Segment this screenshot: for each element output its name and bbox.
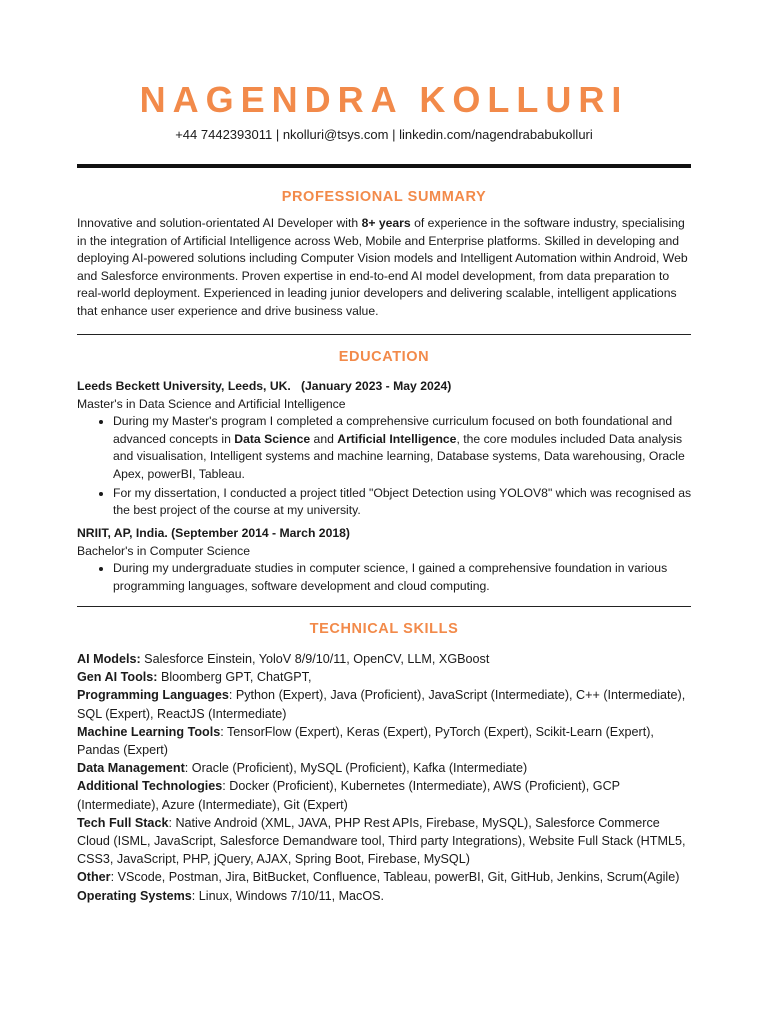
skill-value: : Linux, Windows 7/10/11, MacOS. bbox=[191, 888, 385, 903]
skill-ai-models bbox=[77, 650, 689, 668]
skills-list bbox=[77, 650, 689, 905]
masters-bullets bbox=[77, 413, 699, 520]
skill-label: Tech Full Stack bbox=[77, 815, 169, 830]
skill-label: Machine Learning Tools bbox=[77, 724, 221, 739]
education-entry-bachelors bbox=[77, 525, 699, 595]
bullet-text: , the core modules included Data analysis and visualisation, Intelligent systems and machine learning, Database systems, Data warehousing, Oracle Apex, powerBI, Tableau. bbox=[113, 431, 685, 481]
contact-line: +44 7442393011 | nkolluri@tsys.com | linkedin.com/nagendrababukolluri bbox=[175, 127, 593, 142]
summary-divider bbox=[77, 334, 691, 335]
skill-value: : Oracle (Proficient), MySQL (Proficient), Kafka (Intermediate) bbox=[184, 761, 528, 776]
bullet-bold: Data Science bbox=[234, 431, 311, 446]
skill-label: Operating Systems bbox=[77, 888, 192, 903]
skill-tech-full-stack bbox=[77, 814, 689, 869]
skill-other bbox=[77, 868, 689, 886]
degree-name: Master's in Data Science and Artificial Intelligence bbox=[77, 396, 346, 411]
skill-label: Data Management bbox=[77, 761, 185, 776]
skill-programming-languages bbox=[77, 686, 689, 722]
list-item bbox=[113, 413, 699, 483]
education-divider bbox=[77, 606, 691, 607]
summary-years: 8+ years bbox=[361, 216, 411, 230]
skill-value: Salesforce Einstein, YoloV 8/9/10/11, OpenCV, LLM, XGBoost bbox=[140, 652, 490, 666]
skill-operating-systems bbox=[77, 887, 689, 905]
skill-value: : VScode, Postman, Jira, BitBucket, Confluence, Tableau, powerBI, Git, GitHub, Jenkins, Scrum(Agile) bbox=[110, 870, 680, 885]
summary-text-part: Innovative and solution-orientated AI Developer with bbox=[77, 216, 362, 230]
bullet-text: and bbox=[310, 431, 338, 446]
institution-name: NRIIT, AP, India. (September 2014 - March 2018) bbox=[77, 526, 350, 540]
skill-label: Additional Technologies bbox=[77, 779, 223, 794]
candidate-name: NAGENDRA KOLLURI bbox=[139, 79, 629, 120]
education-entry-masters bbox=[77, 378, 699, 520]
institution-name: Leeds Beckett University, Leeds, UK. (January 2023 - May 2024) bbox=[77, 379, 452, 393]
skill-label: Other bbox=[77, 870, 111, 885]
bullet-bold: Artificial Intelligence bbox=[337, 431, 457, 446]
summary-text bbox=[77, 215, 689, 321]
summary-text-part: of experience in the software industry, specialising in the integration of Artificial Intelligence across Web, Mobile and Enterprise platforms. Skilled in developing and deploying AI-powered solutions including Computer Vision models and Intelligent Automation within Android, Web and Salesforce environments. Proven expertise in end-to-end AI model development, from data preparation to real-world deployment. Experienced in leading junior developers and delivering scalable, intelligent applications that enhance user experience and drive business value. bbox=[77, 216, 688, 318]
degree-name: Bachelor's in Computer Science bbox=[77, 543, 251, 558]
skill-label: AI Models: bbox=[77, 652, 141, 666]
skill-label: Programming Languages bbox=[77, 688, 229, 703]
list-item: • During my undergraduate studies in computer science, I gained a comprehensive foundation in various programming languages, software development and cloud computing. bbox=[113, 560, 699, 595]
skill-value: : Docker (Proficient), Kubernetes (Intermediate), AWS (Proficient), GCP (Intermediate), Azure (Intermediate), Git (Expert) bbox=[77, 779, 620, 812]
skill-additional-technologies bbox=[77, 777, 689, 813]
skill-label: Gen AI Tools: bbox=[77, 670, 158, 685]
skill-data-management bbox=[77, 759, 689, 777]
education-title: EDUCATION bbox=[338, 349, 430, 365]
list-item: • For my dissertation, I conducted a project titled "Object Detection using YOLOV8" which was recognised as the best project of the course at my university. bbox=[113, 485, 699, 520]
bullet-text: During my Master's program I completed a comprehensive curriculum focused on both foundational and advanced concepts in bbox=[113, 414, 673, 446]
skill-value: Bloomberg GPT, ChatGPT, bbox=[157, 670, 312, 685]
skill-value: : Python (Expert), Java (Proficient), JavaScript (Intermediate), C++ (Intermediate), SQL (Expert), ReactJS (Intermediate) bbox=[77, 688, 686, 721]
header-divider bbox=[77, 164, 691, 168]
skill-gen-ai-tools bbox=[77, 668, 689, 686]
skill-value: : TensorFlow (Expert), Keras (Expert), PyTorch (Expert), Scikit-Learn (Expert), Pandas (Expert) bbox=[77, 724, 654, 758]
bachelors-bullets bbox=[77, 560, 699, 595]
skills-title: TECHNICAL SKILLS bbox=[309, 621, 459, 637]
summary-title: PROFESSIONAL SUMMARY bbox=[281, 189, 487, 205]
skill-value: : Native Android (XML, JAVA, PHP Rest APIs, Firebase, MySQL), Salesforce Commerce Cloud (ISML, JavaScript, Salesforce Demandware tool, Third party Integrations), Website Full Stack (HTML5, CSS3, JavaScript, PHP, jQuery, AJAX, Spring Boot, Firebase, MySQL) bbox=[77, 815, 686, 867]
skill-ml-tools bbox=[77, 723, 689, 759]
